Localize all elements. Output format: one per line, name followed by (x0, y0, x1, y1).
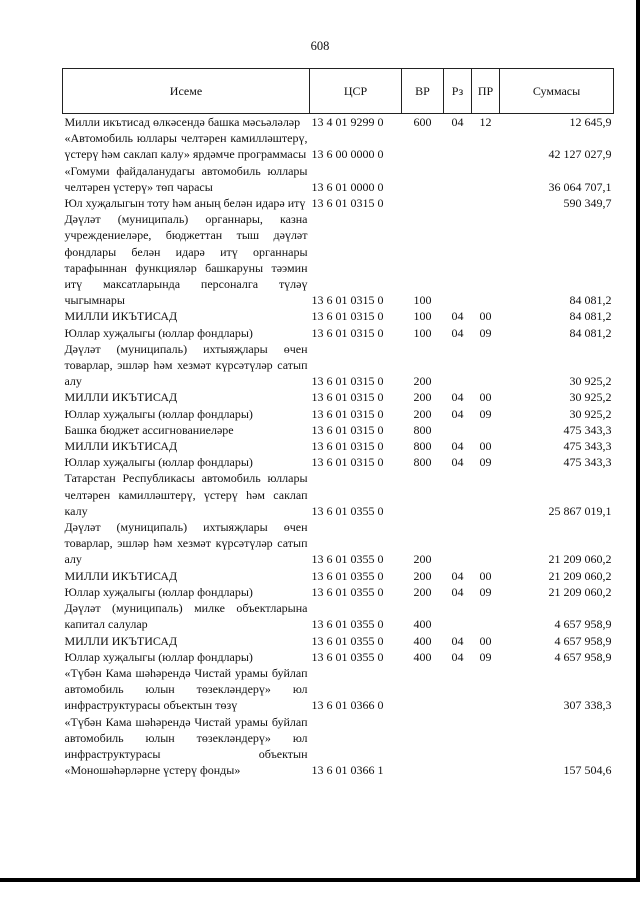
table-row (63, 714, 614, 779)
row-csr: 13 6 01 0315 0 (311, 196, 384, 211)
row-sum: 84 081,2 (569, 293, 612, 308)
row-vr: 100 (413, 293, 432, 308)
row-name: Дәүләт (муниципаль) органнары, казна учреждениеләре, бюджеттан тыш дәүләт фондлары белән идарә итү органнары тарафыннан функцияләр башкаруны тәэмин итү максатларында персоналга түләү чыгымнары (64, 212, 308, 308)
row-rz (444, 211, 472, 308)
row-sum: 84 081,2 (569, 325, 612, 340)
row-sum: 307 338,3 (563, 698, 612, 713)
table-row (63, 406, 614, 422)
table-row (63, 649, 614, 665)
row-sum: 30 925,2 (569, 374, 612, 389)
row-sum: 475 343,3 (563, 422, 612, 437)
row-rz: 04 (451, 439, 464, 454)
row-name: Башка бюджет ассигнованиеләре (64, 422, 234, 437)
row-sum: 42 127 027,9 (548, 147, 612, 162)
table-row (63, 163, 614, 195)
row-rz (444, 422, 472, 438)
row-sum: 84 081,2 (569, 309, 612, 324)
row-rz: 04 (451, 584, 464, 599)
row-vr: 200 (413, 390, 432, 405)
row-vr: 400 (413, 649, 432, 664)
row-rz (444, 470, 472, 519)
row-name: МИЛЛИ ИКЪТИСАД (64, 439, 178, 454)
row-vr: 400 (413, 633, 432, 648)
row-rz: 04 (451, 568, 464, 583)
row-pr: 00 (479, 568, 492, 583)
row-sum: 12 645,9 (569, 115, 612, 129)
row-sum: 475 343,3 (563, 439, 612, 454)
row-pr (472, 600, 500, 632)
row-pr (472, 163, 500, 195)
table-row (63, 470, 614, 519)
scan-bottom-edge (0, 878, 640, 882)
table-row (63, 341, 614, 390)
row-name: Юллар хуҗалыгы (юллар фондлары) (64, 325, 253, 340)
row-csr: 13 6 01 0355 0 (311, 568, 384, 583)
row-csr: 13 6 01 0315 0 (311, 325, 384, 340)
row-pr (472, 470, 500, 519)
row-csr: 13 6 01 0355 0 (311, 584, 384, 599)
row-csr: 13 6 01 0315 0 (311, 309, 384, 324)
row-name: МИЛЛИ ИКЪТИСАД (64, 633, 178, 648)
row-vr: 200 (413, 374, 432, 389)
row-pr (472, 519, 500, 568)
row-sum: 30 925,2 (569, 390, 612, 405)
row-vr: 600 (413, 115, 432, 129)
row-vr (402, 195, 444, 211)
table-row (63, 325, 614, 341)
row-name: Юллар хуҗалыгы (юллар фондлары) (64, 584, 253, 599)
page-number: 608 (310, 39, 330, 53)
row-sum: 30 925,2 (569, 406, 612, 421)
header-sum: Суммасы (500, 69, 614, 114)
row-csr: 13 6 01 0355 0 (311, 503, 384, 518)
row-rz: 04 (451, 115, 464, 129)
header-rz: Рз (444, 69, 472, 114)
table-header-row (63, 69, 614, 114)
table-row (63, 195, 614, 211)
row-pr (472, 714, 500, 779)
row-csr: 13 6 01 0315 0 (311, 390, 384, 405)
row-sum: 4 657 958,9 (554, 617, 612, 632)
table-row (63, 454, 614, 470)
row-sum: 4 657 958,9 (554, 649, 612, 664)
row-name: «Түбән Кама шәһәрендә Чистай урамы буйлап автомобиль юлын төзекләндерү» юл инфраструктурасы объектын төзү (64, 665, 308, 713)
row-pr: 09 (479, 406, 492, 421)
row-csr: 13 6 01 0366 0 (311, 698, 384, 713)
row-pr (472, 195, 500, 211)
row-pr: 00 (479, 633, 492, 648)
row-rz (444, 163, 472, 195)
row-name: МИЛЛИ ИКЪТИСАД (64, 568, 178, 583)
row-sum: 25 867 019,1 (548, 503, 612, 518)
row-name: Юллар хуҗалыгы (юллар фондлары) (64, 649, 253, 664)
table-row (63, 600, 614, 632)
row-pr: 09 (479, 584, 492, 599)
row-sum: 157 504,6 (563, 763, 612, 778)
row-vr: 200 (413, 584, 432, 599)
row-csr: 13 4 01 9299 0 (311, 115, 384, 129)
row-name: МИЛЛИ ИКЪТИСАД (64, 309, 178, 324)
row-pr: 00 (479, 390, 492, 405)
row-csr: 13 6 01 0355 0 (311, 617, 384, 632)
row-vr (402, 714, 444, 779)
row-pr: 09 (479, 325, 492, 340)
row-name: Юллар хуҗалыгы (юллар фондлары) (64, 406, 253, 421)
row-vr: 100 (413, 325, 432, 340)
row-sum: 36 064 707,1 (548, 179, 612, 194)
row-vr: 200 (413, 568, 432, 583)
row-pr: 09 (479, 649, 492, 664)
row-name: «Түбән Кама шәһәрендә Чистай урамы буйлап автомобиль юлын төзекләндерү» юл инфраструктурасы объектын «Моношәһәрләрне үстерү фонды» (64, 714, 308, 778)
row-name: Татарстан Республикасы автомобиль юллары челтәрен камиллəштерү, үстерү һəм саклап калу (64, 471, 308, 518)
header-name: Исеме (63, 69, 310, 114)
row-sum: 21 209 060,2 (548, 568, 612, 583)
row-rz: 04 (451, 390, 464, 405)
row-sum: 475 343,3 (563, 455, 612, 470)
row-name: Милли икътисад өлкәсендә башка мәсьәләләр (64, 115, 301, 129)
row-pr (472, 130, 500, 162)
row-name: Юллар хуҗалыгы (юллар фондлары) (64, 455, 253, 470)
row-sum: 590 349,7 (563, 196, 612, 211)
table-body (63, 114, 614, 779)
row-rz: 04 (451, 406, 464, 421)
table-row (63, 633, 614, 649)
row-pr (472, 341, 500, 390)
table-row (63, 665, 614, 714)
row-rz (444, 665, 472, 714)
table-row (63, 211, 614, 308)
row-rz (444, 130, 472, 162)
table-row (63, 568, 614, 584)
row-csr: 13 6 01 0315 0 (311, 455, 384, 470)
row-rz (444, 195, 472, 211)
row-csr: 13 6 01 0315 0 (311, 374, 384, 389)
row-sum: 4 657 958,9 (554, 633, 612, 648)
row-rz (444, 714, 472, 779)
row-vr: 800 (413, 422, 432, 437)
table-row (63, 438, 614, 454)
row-vr: 800 (413, 455, 432, 470)
table-row (63, 422, 614, 438)
table-row (63, 519, 614, 568)
table-row (63, 114, 614, 131)
row-vr (402, 130, 444, 162)
row-name: МИЛЛИ ИКЪТИСАД (64, 390, 178, 405)
row-pr (472, 422, 500, 438)
row-csr: 13 6 01 0315 0 (311, 293, 384, 308)
table-row (63, 584, 614, 600)
row-rz (444, 519, 472, 568)
table-row (63, 130, 614, 162)
row-name: Дәүләт (муниципаль) ихтыяҗлары өчен товарлар, эшләр һәм хезмәт күрсәтүләр сатып алу (64, 341, 308, 389)
row-csr: 13 6 01 0315 0 (311, 439, 384, 454)
row-rz (444, 341, 472, 390)
row-rz (444, 600, 472, 632)
row-pr (472, 211, 500, 308)
row-pr: 12 (479, 115, 492, 129)
budget-table (62, 68, 614, 778)
row-name: Юл хуҗалыгын тоту һəм аның белән идарә итү (64, 196, 306, 211)
row-vr: 800 (413, 439, 432, 454)
row-pr: 09 (479, 455, 492, 470)
row-pr (472, 665, 500, 714)
row-csr: 13 6 01 0355 0 (311, 633, 384, 648)
row-sum: 21 209 060,2 (548, 584, 612, 599)
row-rz: 04 (451, 325, 464, 340)
row-name: «Автомобиль юллары челтәрен камиллəштерү, үстерү һəм саклап калу» ярдәмче программасы (64, 131, 308, 162)
row-rz: 04 (451, 455, 464, 470)
table-row (63, 308, 614, 324)
row-rz: 04 (451, 649, 464, 664)
row-csr: 13 6 01 0355 0 (311, 649, 384, 664)
table-row (63, 389, 614, 405)
row-vr (402, 665, 444, 714)
row-sum: 21 209 060,2 (548, 552, 612, 567)
header-csr: ЦСР (310, 69, 402, 114)
row-vr (402, 163, 444, 195)
row-vr: 200 (413, 406, 432, 421)
row-rz: 04 (451, 309, 464, 324)
row-csr: 13 6 00 0000 0 (311, 147, 384, 162)
row-pr: 00 (479, 309, 492, 324)
row-vr: 100 (413, 309, 432, 324)
row-name: «Гомуми файдаланудагы автомобиль юллары челтәрен үстерү» төп чарасы (64, 163, 308, 194)
header-vr: ВР (402, 69, 444, 114)
row-csr: 13 6 01 0355 0 (311, 552, 384, 567)
row-csr: 13 6 01 0315 0 (311, 422, 384, 437)
row-vr: 400 (413, 617, 432, 632)
row-csr: 13 6 01 0000 0 (311, 179, 384, 194)
row-name: Дәүләт (муниципаль) ихтыяҗлары өчен товарлар, эшләр һәм хезмәт күрсәтүләр сатып алу (64, 520, 308, 567)
row-name: Дәүләт (муниципаль) милке объектларына капитал салулар (64, 601, 308, 632)
header-pr: ПР (472, 69, 500, 114)
row-vr: 200 (413, 552, 432, 567)
row-csr: 13 6 01 0366 1 (311, 763, 384, 778)
row-pr: 00 (479, 439, 492, 454)
row-rz: 04 (451, 633, 464, 648)
row-vr (402, 470, 444, 519)
row-csr: 13 6 01 0315 0 (311, 406, 384, 421)
scan-right-edge (636, 0, 640, 882)
